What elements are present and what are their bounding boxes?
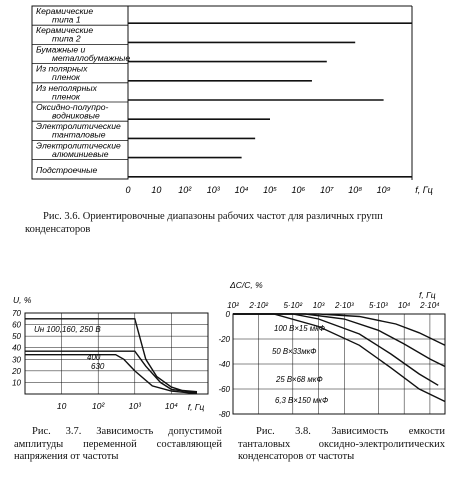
fig38-y-tick-label: -40 <box>218 360 230 369</box>
fig36-x-tick-label: 10⁵ <box>263 185 277 195</box>
fig38-capacitance-chart <box>218 280 445 419</box>
fig37-curve-label: Uн 100,160, 250 В <box>34 325 101 334</box>
fig38-x-tick-label: 10³ <box>312 301 325 310</box>
fig37-x-axis-label: f, Гц <box>187 402 205 412</box>
fig36-group-label: Бумажные и <box>36 44 86 55</box>
fig36-x-tick-label: 10⁸ <box>348 185 363 195</box>
fig38-curve-label: 100 В×15 мкФ <box>274 324 325 333</box>
fig36-x-tick-label: 10² <box>178 185 192 195</box>
fig36-group-label: Электролитические <box>36 121 121 132</box>
fig36-x-axis-label: f, Гц <box>415 185 433 195</box>
fig37-y-tick-label: 50 <box>12 332 21 342</box>
fig38-series-line <box>233 314 438 385</box>
fig38-y-tick-label: -80 <box>218 410 230 419</box>
fig38-series-line <box>233 314 445 367</box>
fig37-y-tick-label: 60 <box>12 320 21 330</box>
fig37-y-tick-label: 30 <box>12 355 21 365</box>
fig36-caption: Рис. 3.6. Ориентировочные диапазоны рабочих частот для различных групп конденсаторов <box>25 211 383 235</box>
fig38-y-axis-label: ΔC/C, % <box>230 280 263 290</box>
fig38-curve-label: 25 В×68 мкФ <box>276 375 323 384</box>
fig36-group-label: типа 1 <box>52 14 81 25</box>
fig36-group-label: Из полярных <box>36 63 88 74</box>
fig38-x-axis-label: f, Гц <box>419 290 436 300</box>
fig38-x-tick-label: 2·10² <box>249 301 269 310</box>
fig36-range-chart <box>32 6 433 195</box>
fig36-x-tick-label: 0 <box>125 185 131 195</box>
fig38-y-tick-label: -20 <box>218 335 230 344</box>
fig37-y-tick-label: 20 <box>12 366 21 376</box>
fig38-x-tick-label: 10² <box>227 301 239 310</box>
fig36-group-label: водниковые <box>52 110 100 121</box>
fig37-curve-label: 630 <box>91 362 105 371</box>
fig37-x-tick-label: 10⁴ <box>164 401 178 411</box>
fig36-x-tick-label: 10⁴ <box>234 185 249 195</box>
fig36-x-tick-label: 10³ <box>206 185 220 195</box>
fig38-y-tick-label: -60 <box>218 385 230 394</box>
fig38-x-tick-label: 2·10³ <box>335 301 354 310</box>
fig37-y-tick-label: 70 <box>12 309 21 318</box>
fig38-x-tick-label: 5·10³ <box>369 301 388 310</box>
fig36-group-label: пленок <box>52 91 80 102</box>
fig37-x-tick-label: 10² <box>92 401 105 411</box>
fig36-group-label: Керамические <box>36 25 94 36</box>
fig36-group-label: танталовые <box>52 129 106 140</box>
fig38-caption: Рис. 3.8. Зависимость емкости танталовых оксидно-электролитических конденсаторов от частоты <box>238 426 445 462</box>
fig37-caption: Рис. 3.7. Зависимость допустимой амплитуды переменной составляющей напряжения от частоты <box>14 426 222 462</box>
fig38-curve-label: 6,3 В×150 мкФ <box>275 396 329 405</box>
fig36-group-label: Электролитические <box>36 140 121 151</box>
fig36-group-label: типа 2 <box>52 33 81 44</box>
fig36-x-tick-label: 10⁹ <box>376 185 391 195</box>
fig36-group-label: металлобумажные <box>52 52 131 63</box>
fig36-x-tick-label: 10⁷ <box>320 185 334 195</box>
fig36-x-tick-label: 10 <box>151 185 162 195</box>
fig38-x-tick-label: 2·10⁴ <box>420 301 440 310</box>
fig37-y-axis-label: U, % <box>13 295 32 305</box>
fig37-x-tick-label: 10³ <box>128 401 141 411</box>
fig36-group-label: алюминиевые <box>52 148 109 159</box>
fig36-group-label: Из неполярных <box>36 82 97 93</box>
fig36-x-tick-label: 10⁶ <box>291 185 306 195</box>
fig38-x-tick-label: 10⁴ <box>397 301 411 310</box>
fig38-curve-label: 50 В×33мкФ <box>272 347 317 356</box>
fig36-group-label: Подстроечные <box>36 165 98 176</box>
fig37-y-tick-label: 40 <box>12 343 21 353</box>
fig38-y-tick-label: 0 <box>225 310 230 319</box>
fig36-group-label: пленок <box>52 72 80 83</box>
fig37-voltage-chart <box>11 295 208 412</box>
fig37-curve-label: 400 <box>87 353 101 362</box>
fig36-group-label: Оксидно-полупро- <box>36 102 109 112</box>
fig37-x-tick-label: 10 <box>56 401 67 411</box>
fig37-y-tick-label: 10 <box>12 378 21 388</box>
fig38-x-tick-label: 5·10² <box>283 301 303 310</box>
fig36-group-label: Керамические <box>36 6 94 16</box>
